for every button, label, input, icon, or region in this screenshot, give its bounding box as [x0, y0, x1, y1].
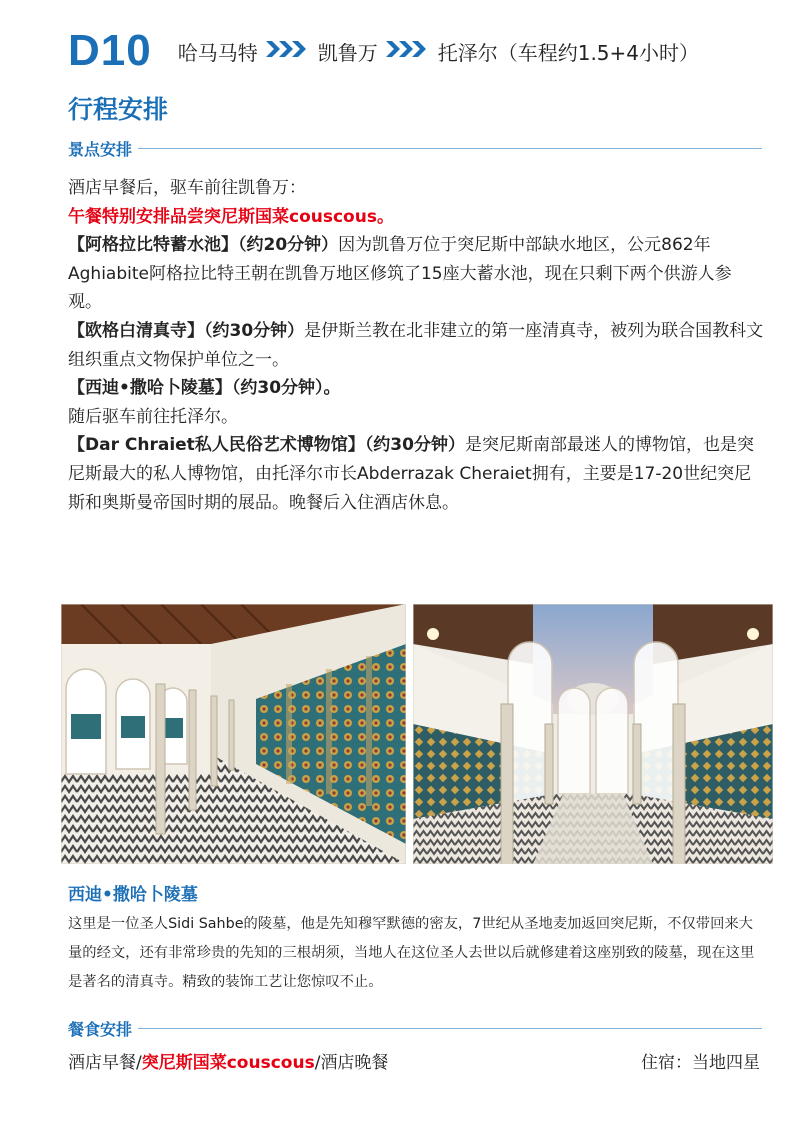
day-number: D10	[68, 26, 152, 75]
intro-text: 酒店早餐后，驱车前往凯鲁万：	[68, 178, 306, 198]
attraction-time: （约20分钟）	[238, 235, 339, 256]
meal-lunch: 突尼斯国菜couscous	[141, 1053, 315, 1073]
double-chevron-icon	[266, 39, 308, 64]
lunch-highlight: 午餐特别安排品尝突尼斯国菜couscous。	[68, 206, 394, 227]
meal-dinner: 酒店晚餐	[320, 1053, 389, 1073]
meal-breakfast: 酒店早餐	[68, 1053, 136, 1073]
attraction-name: 【欧格白清真寺】	[68, 320, 204, 341]
mausoleum-corridor-photo	[413, 604, 773, 864]
meal-list	[68, 1048, 388, 1073]
attraction-name: 【西迪•撒哈卜陵墓】	[68, 378, 232, 399]
day-header	[68, 26, 699, 76]
route	[178, 37, 699, 66]
attraction-desc: 。	[323, 378, 341, 399]
meal-separator: /	[136, 1053, 142, 1073]
section-title: 行程安排	[68, 95, 169, 124]
museum-item	[68, 431, 764, 517]
duration-note: （车程约1.5+4小时）	[497, 40, 700, 65]
transfer-text: 随后驱车前往托泽尔。	[68, 406, 238, 427]
attraction-item	[68, 231, 764, 317]
museum-name: 【Dar Chraiet私人民俗艺术博物馆】	[68, 435, 365, 456]
attraction-desc: 是伊斯兰教在北非建立的第一座清真寺，被列为联合国教科文组织重点文物保护单位之一。	[68, 320, 764, 370]
attraction-desc: 因为凯鲁万位于突尼斯中部缺水地区，公元862年Aghiabite阿格拉比特王朝在凯鲁万地区修筑了15座大蓄水池，现在只剩下两个供游人参观。	[68, 235, 732, 313]
mausoleum-courtyard-photo	[61, 604, 406, 864]
attractions-heading	[68, 137, 762, 160]
attraction-time: （约30分钟）	[204, 320, 305, 341]
photo-caption-text: 这里是一位圣人Sidi Sahbe的陵墓，他是先知穆罕默德的密友，7世纪从圣地麦加返回突尼斯，不仅带回来大量的经文，还有非常珍贵的先知的三根胡须，当地人在这位圣人去世以后就修建着这座别致的陵墓，现在这里是著名的清真寺。精致的装饰工艺让您惊叹不止。	[68, 916, 755, 990]
attraction-time: （约30分钟）	[231, 378, 324, 399]
meal-separator: /	[314, 1053, 321, 1073]
itinerary-content	[68, 174, 764, 517]
route-stop: 凯鲁万	[317, 40, 378, 65]
meals-heading-label: 餐食安排	[68, 1020, 133, 1039]
route-stop: 哈马马特	[177, 40, 258, 65]
attractions-heading-label: 景点安排	[68, 140, 133, 159]
attraction-item	[68, 317, 764, 374]
photo-caption-title: 西迪•撒哈卜陵墓	[68, 885, 198, 905]
lodging-info: 住宿：当地四星	[641, 1053, 760, 1073]
meals-heading	[68, 1017, 762, 1040]
divider	[138, 148, 762, 149]
attraction-name: 【阿格拉比特蓄水池】	[68, 235, 238, 256]
route-stop: 托泽尔	[437, 40, 498, 65]
photo-strip	[61, 604, 773, 864]
divider	[138, 1028, 762, 1029]
attraction-item	[68, 374, 764, 403]
museum-time: （约30分钟）	[364, 435, 465, 456]
museum-desc: 是突尼斯南部最迷人的博物馆，也是突尼斯最大的私人博物馆，由托泽尔市长Abderrazak Cheraiet拥有，主要是17-20世纪突尼斯和奥斯曼帝国时期的展品。晚餐后入住酒店休息。	[68, 435, 754, 513]
meal-row	[68, 1048, 760, 1073]
double-chevron-icon	[386, 39, 428, 64]
